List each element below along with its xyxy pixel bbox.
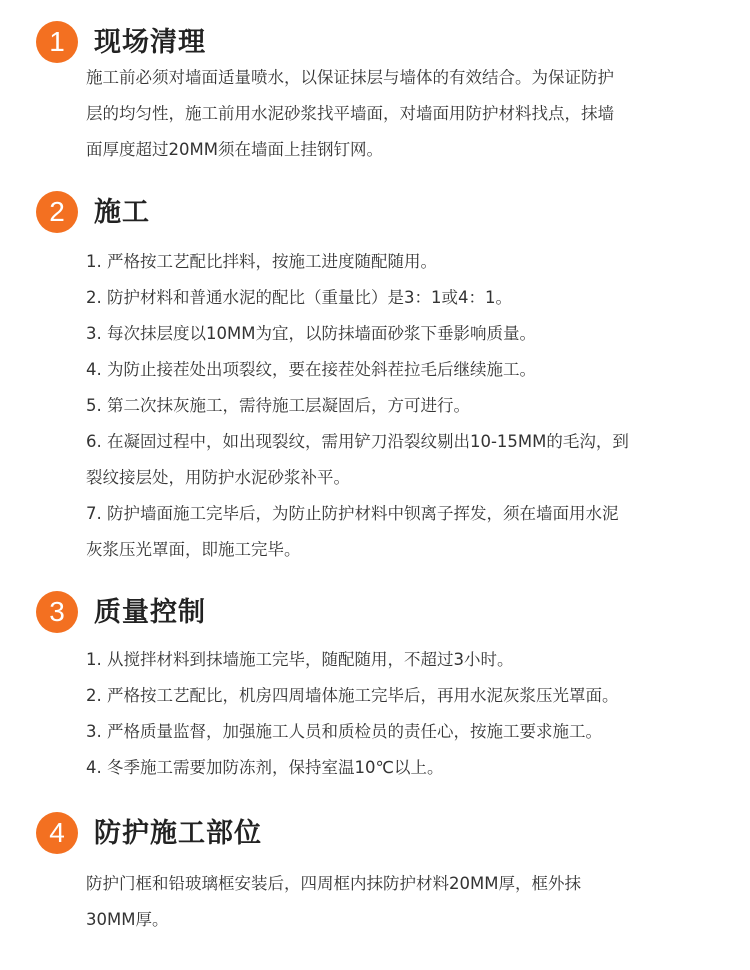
section-body	[86, 642, 736, 786]
list-item: 2. 防护材料和普通水泥的配比（重量比）是3：1或4：1。	[86, 288, 512, 307]
paragraph-line: 施工前必须对墙面适量喷水，以保证抹层与墙体的有效结合。为保证防护	[86, 68, 614, 87]
list-item: 6. 在凝固过程中，如出现裂纹，需用铲刀沿裂纹剔出10-15MM的毛沟，到	[86, 432, 629, 451]
paragraph-line: 30MM厚。	[86, 910, 169, 929]
section-header	[36, 590, 206, 634]
section-header	[36, 20, 206, 64]
paragraph-line: 层的均匀性，施工前用水泥砂浆找平墙面，对墙面用防护材料找点，抹墙	[86, 104, 614, 123]
paragraph-line: 防护门框和铅玻璃框安装后，四周框内抹防护材料20MM厚，框外抹	[86, 874, 581, 893]
list-item: 4. 为防止接茬处出项裂纹，要在接茬处斜茬拉毛后继续施工。	[86, 360, 536, 379]
section-title: 施工	[94, 196, 150, 228]
section-header	[36, 811, 262, 855]
step-number-badge: 4	[36, 812, 78, 854]
list-item: 1. 从搅拌材料到抹墙施工完毕，随配随用，不超过3小时。	[86, 650, 514, 669]
step-number-badge: 1	[36, 21, 78, 63]
section-header	[36, 190, 150, 234]
section-body	[86, 866, 736, 938]
list-item-continuation: 灰浆压光罩面，即施工完毕。	[86, 540, 301, 559]
list-item-continuation: 裂纹接层处，用防护水泥砂浆补平。	[86, 468, 350, 487]
section-body	[86, 244, 736, 568]
section-title: 质量控制	[94, 596, 206, 628]
list-item: 4. 冬季施工需要加防冻剂，保持室温10℃以上。	[86, 758, 444, 777]
list-item: 3. 严格质量监督，加强施工人员和质检员的责任心，按施工要求施工。	[86, 722, 602, 741]
list-item: 1. 严格按工艺配比拌料，按施工进度随配随用。	[86, 252, 437, 271]
list-item: 3. 每次抹层度以10MM为宜，以防抹墙面砂浆下垂影响质量。	[86, 324, 536, 343]
step-number-badge: 2	[36, 191, 78, 233]
paragraph-line: 面厚度超过20MM须在墙面上挂钢钉网。	[86, 140, 383, 159]
section-title: 现场清理	[94, 26, 206, 58]
step-number-badge: 3	[36, 591, 78, 633]
list-item: 5. 第二次抹灰施工，需待施工层凝固后，方可进行。	[86, 396, 470, 415]
list-item: 2. 严格按工艺配比，机房四周墙体施工完毕后，再用水泥灰浆压光罩面。	[86, 686, 619, 705]
list-item: 7. 防护墙面施工完毕后，为防止防护材料中钡离子挥发，须在墙面用水泥	[86, 504, 619, 523]
section-body	[86, 60, 736, 168]
section-title: 防护施工部位	[94, 817, 262, 849]
